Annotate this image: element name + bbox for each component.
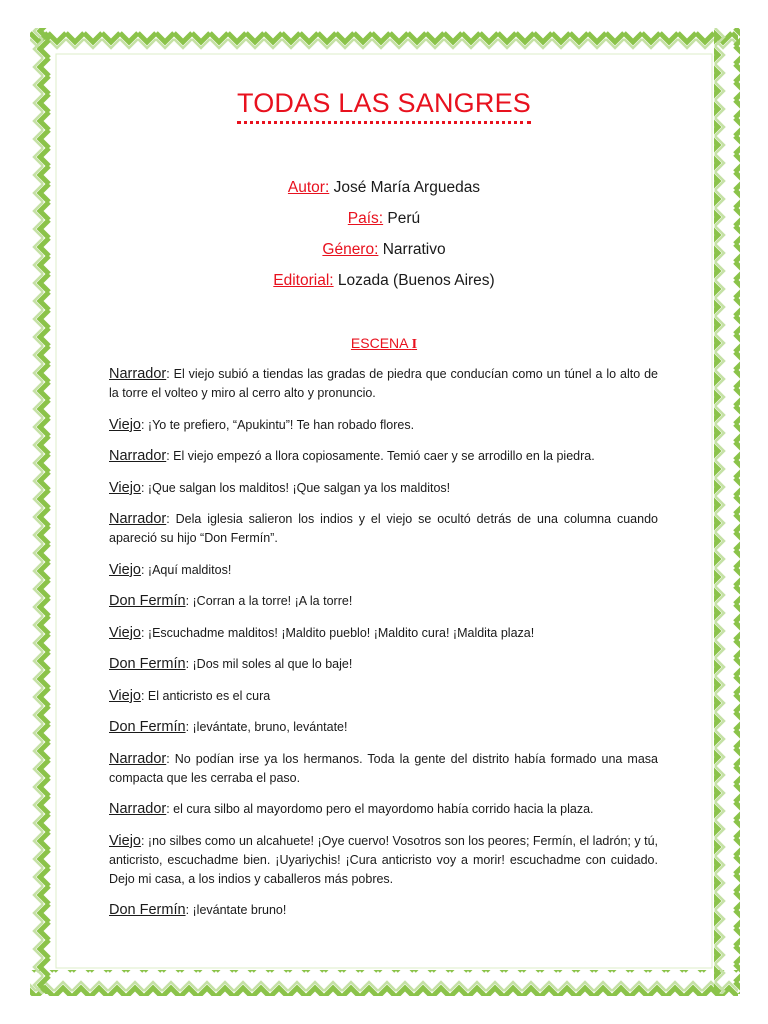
dialogue-list bbox=[109, 365, 658, 931]
dialogue-text: : ¡levántate bruno! bbox=[185, 903, 287, 917]
dialogue-line bbox=[109, 447, 658, 466]
speaker-name: Narrador bbox=[109, 448, 167, 464]
scene-heading: ESCENA I bbox=[350, 335, 418, 352]
speaker-name: Don Fermín bbox=[109, 656, 186, 672]
dialogue-line bbox=[109, 750, 658, 788]
speaker-name: Don Fermín bbox=[109, 593, 186, 609]
dialogue-text: : ¡no silbes como un alcahuete! ¡Oye cuervo! Vosotros son los peores; Fermín, el ladrón; y tú, anticristo, escuchadme bien. ¡Uyariychis! ¡Cura anticristo voy a morir! escuchadme con cuidado. Dejo mi casa, a los indios y caballeros más pobres. bbox=[109, 833, 658, 886]
meta-publisher: Editorial: Lozada (Buenos Aires) bbox=[273, 272, 495, 289]
dialogue-line bbox=[109, 800, 658, 819]
speaker-name: Viejo bbox=[109, 687, 141, 704]
dialogue-line bbox=[109, 592, 658, 611]
dialogue-text: : ¡Escuchadme malditos! ¡Maldito pueblo! ¡Maldito cura! ¡Maldita plaza! bbox=[140, 625, 535, 640]
meta-country: País: Perú bbox=[347, 210, 421, 227]
dialogue-line bbox=[109, 718, 658, 737]
dialogue-line bbox=[109, 901, 658, 920]
speaker-name: Narrador bbox=[109, 511, 167, 527]
speaker-name: Narrador bbox=[109, 750, 167, 767]
dialogue-line bbox=[109, 416, 658, 435]
speaker-name: Narrador bbox=[109, 366, 167, 382]
speaker-name: Viejo bbox=[109, 416, 141, 433]
dialogue-line bbox=[109, 687, 658, 706]
dialogue-line bbox=[109, 561, 658, 580]
dialogue-line bbox=[109, 365, 658, 403]
dialogue-text: : el cura silbo al mayordomo pero el mayordomo había corrido hacia la plaza. bbox=[166, 802, 594, 816]
dialogue-text: : ¡Yo te prefiero, “Apukintu”! Te han robado flores. bbox=[140, 417, 415, 432]
document-title: TODAS LAS SANGRES bbox=[62, 88, 706, 124]
dialogue-text: : Dela iglesia salieron los indios y el viejo se ocultó detrás de una columna cuando apareció su hijo “Don Fermín”. bbox=[109, 512, 658, 545]
dialogue-text: : ¡levántate, bruno, levántate! bbox=[185, 720, 348, 734]
speaker-name: Viejo bbox=[109, 624, 141, 641]
speaker-name: Viejo bbox=[109, 561, 141, 578]
dialogue-text: : El anticristo es el cura bbox=[140, 688, 271, 703]
dialogue-text: : ¡Corran a la torre! ¡A la torre! bbox=[185, 594, 353, 608]
dialogue-text: : El viejo subió a tiendas las gradas de piedra que conducían como un túnel a lo alto de la torre el volteo y miro al cerro alto y pronuncio. bbox=[109, 367, 658, 400]
dialogue-line bbox=[109, 832, 658, 889]
meta-author: Autor: José María Arguedas bbox=[287, 179, 481, 196]
dialogue-text: : El viejo empezó a llora copiosamente. Temió caer y se arrodillo en la piedra. bbox=[166, 449, 595, 463]
dialogue-text: : ¡Aquí malditos! bbox=[140, 562, 232, 577]
dialogue-text: : No podían irse ya los hermanos. Toda la gente del distrito había formado una masa compacta que les cerraba el paso. bbox=[109, 751, 658, 785]
speaker-name: Viejo bbox=[109, 832, 141, 849]
dialogue-line bbox=[109, 624, 658, 643]
dialogue-line bbox=[109, 510, 658, 548]
speaker-name: Narrador bbox=[109, 801, 167, 817]
speaker-name: Don Fermín bbox=[109, 902, 186, 918]
book-metadata bbox=[62, 177, 706, 301]
dialogue-text: : ¡Que salgan los malditos! ¡Que salgan ya los malditos! bbox=[140, 480, 451, 495]
dialogue-line bbox=[109, 479, 658, 498]
speaker-name: Viejo bbox=[109, 479, 141, 496]
document-page bbox=[62, 60, 706, 964]
dialogue-line bbox=[109, 655, 658, 674]
speaker-name: Don Fermín bbox=[109, 719, 186, 735]
dialogue-text: : ¡Dos mil soles al que lo baje! bbox=[185, 657, 353, 671]
meta-genre: Género: Narrativo bbox=[322, 241, 446, 258]
